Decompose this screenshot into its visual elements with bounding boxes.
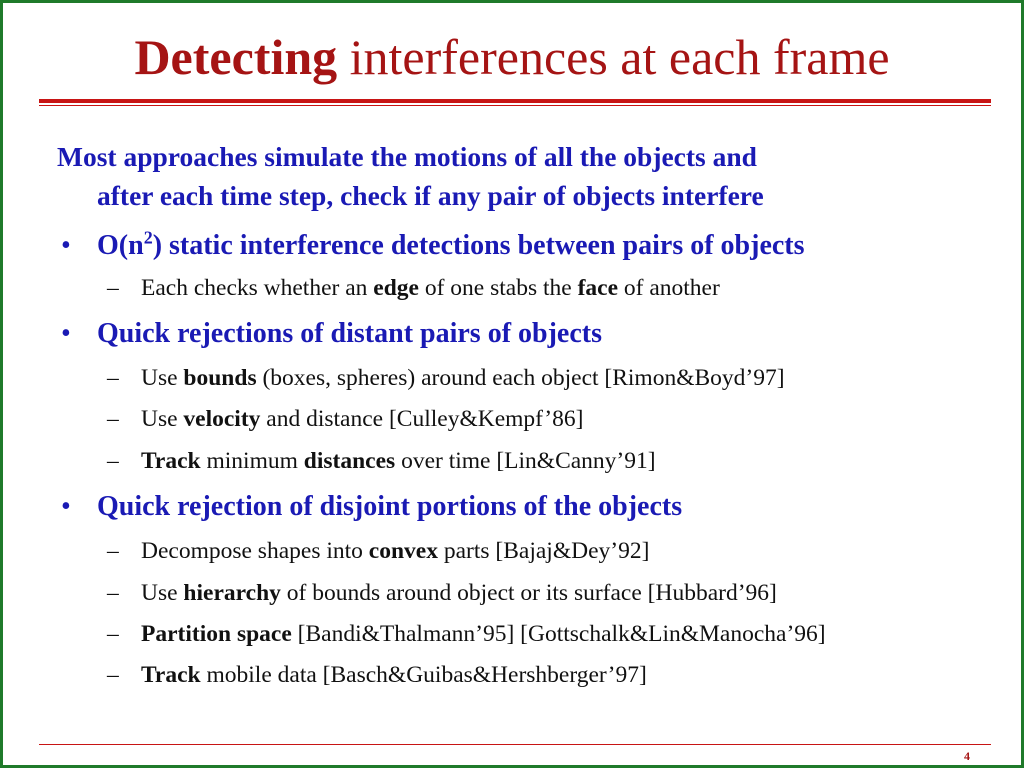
sub-item-text-part: (boxes, spheres) around each object [Rimon&Boyd’97]	[256, 365, 785, 391]
sub-item-text-part: parts [Bajaj&Dey’92]	[437, 538, 650, 564]
sub-item-text-part: over time [Lin&Canny’91]	[395, 448, 656, 474]
sub-item-text-part: of another	[618, 275, 720, 301]
sub-item-text	[141, 660, 647, 690]
intro-paragraph	[57, 137, 987, 215]
dash-marker: –	[107, 662, 119, 688]
sub-item-text	[141, 273, 720, 303]
sub-item-keyword: velocity	[183, 406, 261, 432]
dash-marker: –	[107, 580, 119, 606]
title-bold: Detecting	[134, 29, 338, 85]
sub-item-keyword: Track	[141, 448, 201, 474]
sub-item-text	[141, 404, 583, 434]
bullet-2-text: Quick rejections of distant pairs of objects	[97, 318, 602, 349]
sub-item-text	[141, 619, 826, 649]
page-number: 4	[964, 749, 970, 763]
sub-item-text-part: minimum	[200, 448, 304, 474]
sub-item-text	[141, 578, 777, 608]
bullet-1-text	[97, 228, 805, 264]
bullet-1-text-pre: O(n	[97, 230, 144, 261]
footer-rule	[39, 744, 991, 745]
sub-item-keyword: hierarchy	[183, 580, 281, 606]
sub-item-text-part: Use	[141, 580, 184, 606]
sub-item-text-part: [Bandi&Thalmann’95] [Gottschalk&Lin&Manocha’96]	[291, 621, 826, 647]
title-underline-thick	[39, 99, 991, 103]
bullet-1-text-post: ) static interference detections between pairs of objects	[152, 230, 805, 261]
bullet-1-superscript: 2	[143, 227, 153, 248]
sub-item-keyword: face	[577, 275, 618, 301]
sub-item-text-part: and distance [Culley&Kempf’86]	[260, 406, 584, 432]
bullet-marker: •	[61, 318, 71, 349]
sub-item-keyword: convex	[368, 538, 438, 564]
intro-line-1: Most approaches simulate the motions of all the objects and	[57, 141, 757, 172]
sub-item-text	[141, 363, 785, 393]
dash-marker: –	[107, 621, 119, 647]
bullet-marker: •	[61, 230, 71, 261]
sub-item-text-part: Decompose shapes into	[141, 538, 369, 564]
sub-item-text-part: Use	[141, 365, 184, 391]
title-rest: interferences at each frame	[337, 29, 890, 85]
slide-title	[3, 29, 1021, 85]
sub-item-text-part: Each checks whether an	[141, 275, 374, 301]
sub-item-text	[141, 446, 656, 476]
title-underline-thin	[39, 105, 991, 106]
dash-marker: –	[107, 275, 119, 301]
sub-item-text	[141, 536, 649, 566]
bullet-3-text: Quick rejection of disjoint portions of the objects	[97, 491, 683, 522]
sub-item-text-part: mobile data [Basch&Guibas&Hershberger’97]	[200, 662, 647, 688]
sub-item-keyword: edge	[373, 275, 419, 301]
sub-item-text-part: Use	[141, 406, 184, 432]
bullet-marker: •	[61, 491, 71, 522]
sub-item-keyword: Track	[141, 662, 201, 688]
dash-marker: –	[107, 406, 119, 432]
sub-item-keyword: Partition space	[141, 621, 292, 647]
intro-line-2: after each time step, check if any pair of objects interfere	[97, 180, 764, 211]
dash-marker: –	[107, 538, 119, 564]
dash-marker: –	[107, 448, 119, 474]
sub-item-text-part: of one stabs the	[418, 275, 578, 301]
sub-item-keyword: distances	[303, 448, 396, 474]
sub-item-text-part: of bounds around object or its surface [Hubbard’96]	[280, 580, 777, 606]
dash-marker: –	[107, 365, 119, 391]
sub-item-keyword: bounds	[183, 365, 257, 391]
